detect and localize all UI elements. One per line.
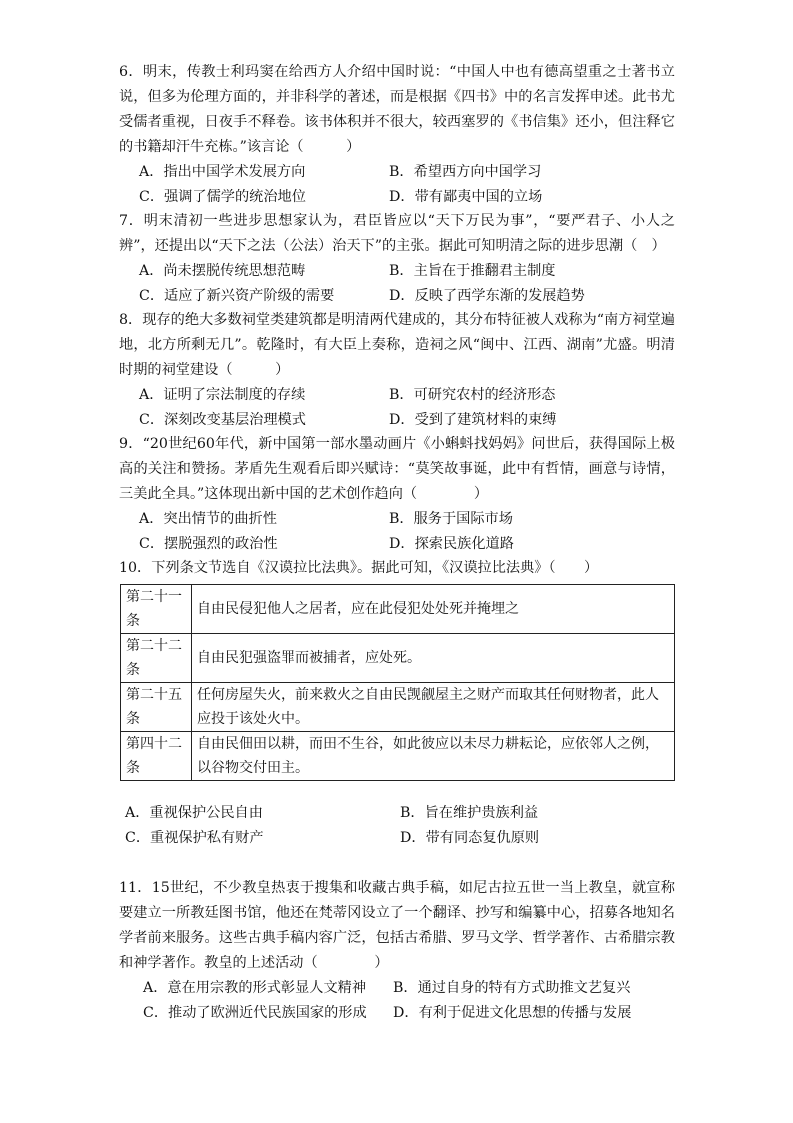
question-11-options [119, 976, 675, 1026]
question-9-options [119, 507, 675, 556]
article-cell: 第二十二条 [121, 634, 192, 683]
option-d[interactable]: D．有利于促进文化思想的传播与发展 [393, 1005, 632, 1021]
question-6 [119, 60, 675, 209]
question-11 [119, 876, 675, 1026]
table-row [121, 634, 675, 683]
article-text-cell: 任何房屋失火，前来救火之自由民觊觎屋主之财产而取其任何财物者，此人应投于该处火中。 [192, 683, 675, 732]
table-row [121, 585, 675, 634]
article-cell: 第二十五条 [121, 683, 192, 732]
option-a[interactable]: A．意在用宗教的形式彰显人文精神 [143, 980, 367, 996]
option-c[interactable]: C．适应了新兴资产阶级的需要 [139, 287, 335, 304]
question-8 [119, 308, 675, 432]
option-c[interactable]: C．深刻改变基层治理模式 [139, 411, 306, 428]
question-10-stem: 10．下列条文节选自《汉谟拉比法典》。据此可知，《汉谟拉比法典》（ ） [119, 560, 599, 576]
question-7-options [119, 259, 675, 308]
option-d[interactable]: D．反映了西学东渐的发展趋势 [389, 287, 585, 304]
article-text-cell: 自由民佃田以耕，而田不生谷，如此彼应以未尽力耕耘论，应依邻人之例，以谷物交付田主。 [192, 732, 675, 781]
exam-page [119, 60, 675, 1026]
article-cell: 第二十一条 [121, 585, 192, 634]
option-a[interactable]: A．证明了宗法制度的存续 [139, 387, 306, 403]
option-c[interactable]: C．推动了欧洲近代民族国家的形成 [143, 1005, 367, 1021]
option-c[interactable]: C．重视保护私有财产 [125, 829, 264, 846]
option-b[interactable]: B．主旨在于推翻君主制度 [389, 263, 556, 279]
option-b[interactable]: B．希望西方向中国学习 [389, 164, 542, 180]
question-8-stem: 8．现存的绝大多数祠堂类建筑都是明清两代建成的，其分布特征被人戏称为“南方祠堂遍地，北方所剩无几”。乾隆时，有大臣上奏称，造祠之风“闽中、江西、湖南”尤盛。明清时期的祠堂建设（ ） [119, 312, 675, 378]
table-row [121, 732, 675, 781]
option-c[interactable]: C．强调了儒学的统治地位 [139, 188, 306, 205]
option-a[interactable]: A．指出中国学术发展方向 [139, 164, 306, 180]
question-11-stem: 11．15世纪，不少教皇热衷于搜集和收藏古典手稿，如尼古拉五世一当上教皇，就宣称要建立一所教廷图书馆，他还在梵蒂冈设立了一个翻译、抄写和编纂中心，招募各地知名学者前来服务。这些古典手稿内容广泛，包括古希腊、罗马文学、哲学著作、古希腊宗教和神学著作。教皇的上述活动（ ） [119, 880, 675, 971]
option-d[interactable]: D．带有鄙夷中国的立场 [389, 188, 543, 205]
question-10-options [119, 801, 675, 850]
option-d[interactable]: D．探索民族化道路 [389, 535, 514, 552]
option-b[interactable]: B．旨在维护贵族利益 [400, 805, 539, 821]
article-text-cell: 自由民犯强盗罪而被捕者，应处死。 [192, 634, 675, 683]
question-8-options [119, 383, 675, 432]
question-9 [119, 432, 675, 556]
option-b[interactable]: B．通过自身的特有方式助推文艺复兴 [393, 980, 631, 996]
question-10 [119, 556, 675, 850]
spacer [119, 850, 675, 876]
option-b[interactable]: B．可研究农村的经济形态 [389, 387, 556, 403]
option-d[interactable]: D．带有同态复仇原则 [400, 829, 540, 846]
option-b[interactable]: B．服务于国际市场 [389, 511, 513, 527]
question-6-stem: 6．明末，传教士利玛窦在给西方人介绍中国时说：“中国人中也有德高望重之士著书立说，但多为伦理方面的，并非科学的著述，而是根据《四书》中的名言发挥申述。此书尤受儒者重视，日夜手不释卷。该书体积并不很大，较西塞罗的《书信集》还小，但注释它的书籍却汗牛充栋。”该言论（ ） [119, 64, 675, 155]
option-a[interactable]: A．突出情节的曲折性 [139, 511, 277, 527]
question-7-stem: 7．明末清初一些进步思想家认为，君臣皆应以“天下万民为事”，“要严君子、小人之辨”，还提出以“天下之法（公法）治天下”的主张。据此可知明清之际的进步思潮（ ） [119, 213, 675, 254]
option-a[interactable]: A．重视保护公民自由 [125, 805, 263, 821]
option-c[interactable]: C．摆脱强烈的政治性 [139, 535, 278, 552]
table-row [121, 683, 675, 732]
question-6-options [119, 160, 675, 209]
option-d[interactable]: D．受到了建筑材料的束缚 [389, 411, 557, 428]
article-text-cell: 自由民侵犯他人之居者，应在此侵犯处处死并掩埋之 [192, 585, 675, 634]
article-cell: 第四十二条 [121, 732, 192, 781]
question-9-stem: 9．“20世纪60年代，新中国第一部水墨动画片《小蝌蚪找妈妈》问世后，获得国际上极高的关注和赞扬。茅盾先生观看后即兴赋诗：“莫笑故事诞，此中有哲情，画意与诗情，三美此全具。”这体现出新中国的艺术创作趋向（ ） [119, 436, 675, 502]
option-a[interactable]: A．尚未摆脱传统思想范畴 [139, 263, 306, 279]
question-7 [119, 209, 675, 308]
law-excerpt-table [120, 584, 675, 781]
